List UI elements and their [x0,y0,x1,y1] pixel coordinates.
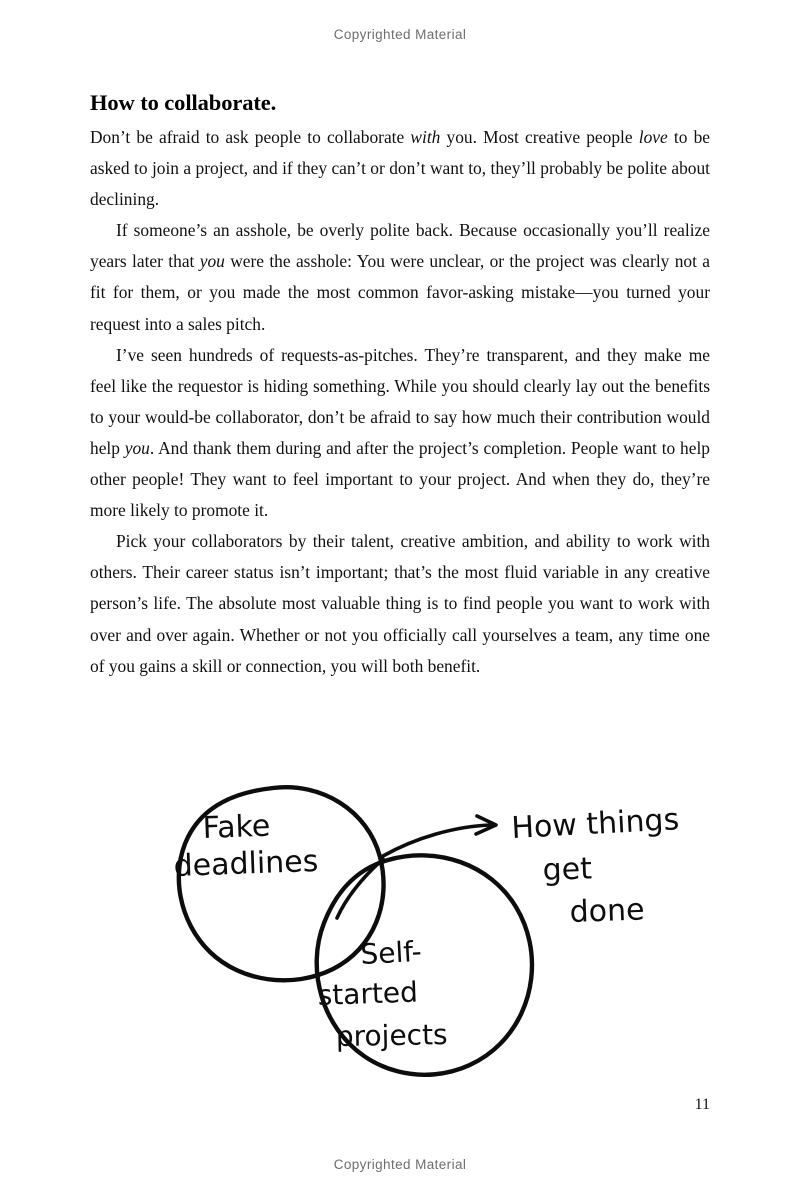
body-paragraph-2: If someone’s an asshole, be overly polite back. Because occasionally you’ll realize years later that you were the asshole: You were unclear, or the project was clearly not a fit for them, or you made the most common favor-asking mistake—you turned your request into a sales pitch. [90,220,710,334]
page-number: 11 [694,1096,710,1113]
body-paragraph-1: Don’t be afraid to ask people to collaborate with you. Most creative people love to be asked to join a project, and if they can’t or don’t want to, they’ll probably be polite about declining. [90,127,711,210]
callout-label-line-3: done [569,892,646,930]
left-circle-label-line-1: Fake [202,808,271,846]
callout-label-line-2: get [542,851,593,888]
running-foot: Copyrighted Material [333,1157,467,1172]
section-heading: How to collaborate. [90,90,277,115]
emphasis-text: love [638,127,668,147]
callout-arrow [383,825,492,856]
emphasis-text: you [199,251,225,272]
callout-label-line-1: How things [510,802,680,846]
emphasis-text: with [410,127,441,147]
body-paragraph-3: I’ve seen hundreds of requests-as-pitches. They’re transparent, and they make me feel like the requestor is hiding something. While you should clearly lay out the benefits to your would-be collaborator, don’t be afraid to say how much their contribution would help you. And thank them during and after the project’s completion. People want to help other people! They want to feel important to your project. And when they do, they’re more likely to promote it. [90,344,710,521]
emphasis-text: you [124,437,150,458]
body-paragraph-4: Pick your collaborators by their talent, creative ambition, and ability to work with others. Their career status isn’t important; that’s the most fluid variable in any creative person’s life. The absolute most valuable thing is to find people you want to work with over and over again. Whether or not you officially call yourselves a team, any time one of you gains a skill or connection, you will both benefit. [90,531,710,676]
right-circle-label-line-2: started [317,975,419,1012]
venn-diagram-illustration [140,768,700,1088]
text-column [90,88,710,682]
right-circle-label-line-1: Self- [359,934,423,971]
right-circle-label-line-3: projects [335,1018,448,1053]
left-circle-label-line-2: deadlines [173,843,319,884]
running-head: Copyrighted Material [333,27,467,42]
